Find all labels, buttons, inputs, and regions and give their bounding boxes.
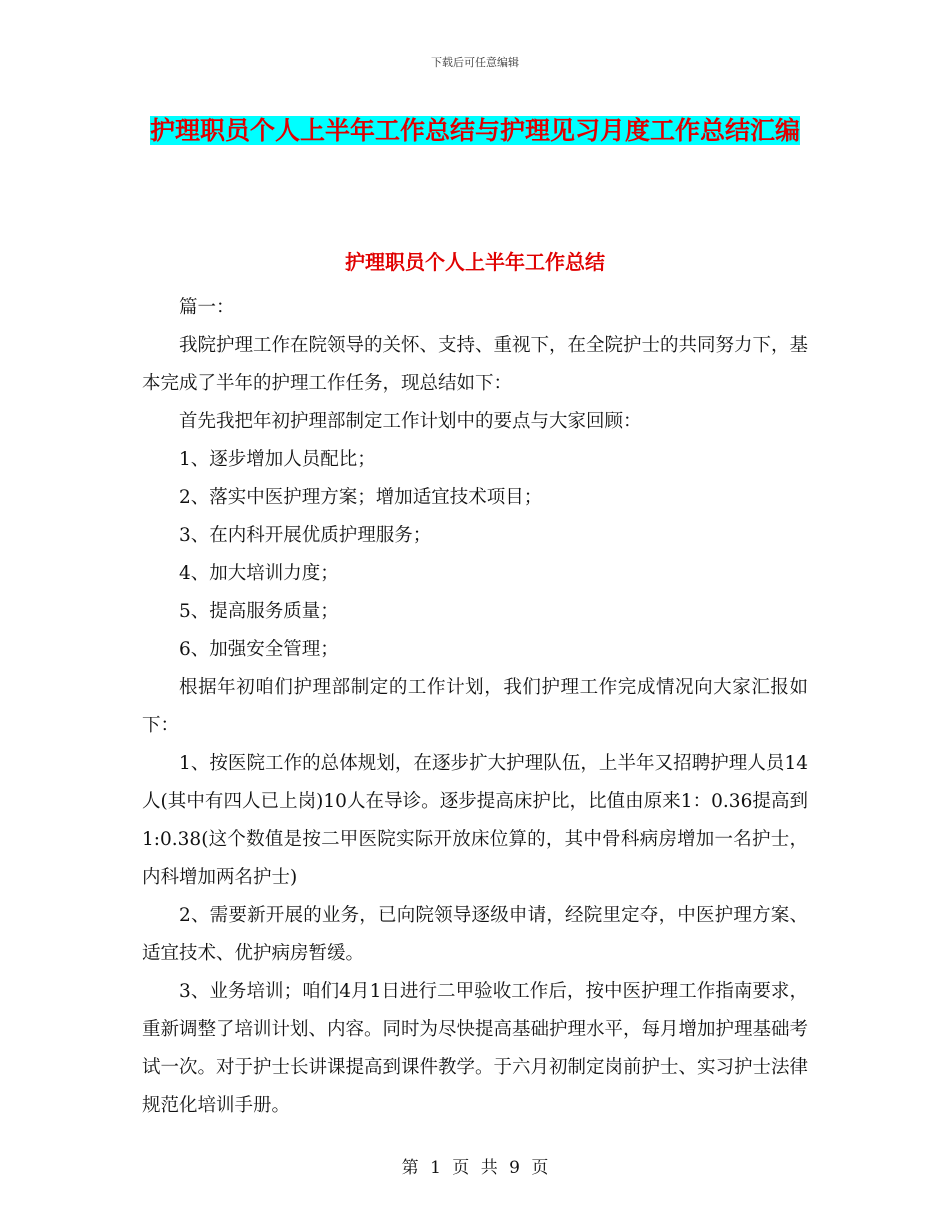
- list-item: 1、逐步增加人员配比；: [179, 449, 376, 470]
- paragraph: 篇一：: [179, 297, 235, 318]
- document-title-text: 护理职员个人上半年工作总结与护理见习月度工作总结汇编: [149, 116, 800, 145]
- list-item: 3、在内科开展优质护理服务；: [179, 525, 432, 546]
- paragraph: 我院护理工作在院领导的关怀、支持、重视下，在全院护士的共同努力下，基本完成了半年的护理工作任务，现总结如下：: [142, 335, 809, 394]
- list-item: 6、加强安全管理；: [179, 639, 339, 660]
- paragraph: 首先我把年初护理部制定工作计划中的要点与大家回顾：: [179, 411, 642, 432]
- list-item: 5、提高服务质量；: [179, 601, 339, 622]
- paragraph: 2、需要新开展的业务，已向院领导逐级申请，经院里定夺，中医护理方案、适宜技术、优护病房暂缓。: [142, 905, 808, 964]
- paragraph: 1、按医院工作的总体规划，在逐步扩大护理队伍，上半年又招聘护理人员14人(其中有四人已上岗)10人在导诊。逐步提高床护比，比值由原来1：0.36提高到1:0.38(这个数值是按二甲医院实际开放床位算的，其中骨科病房增加一名护士，内科增加两名护士): [142, 753, 808, 888]
- paragraph: 根据年初咱们护理部制定的工作计划，我们护理工作完成情况向大家汇报如下：: [142, 677, 808, 736]
- page-number: 第 1 页 共 9 页: [401, 1158, 549, 1178]
- list-item: 2、落实中医护理方案；增加适宜技术项目；: [179, 487, 543, 508]
- list-item: 4、加大培训力度；: [179, 563, 339, 584]
- document-body: [142, 289, 808, 1125]
- paragraph: 3、业务培训；咱们4月1日进行二甲验收工作后，按中医护理工作指南要求，重新调整了培训计划、内容。同时为尽快提高基础护理水平，每月增加护理基础考试一次。对于护士长讲课提高到课件教学。于六月初制定岗前护士、实习护士法律规范化培训手册。: [142, 981, 809, 1116]
- document-title: [120, 108, 830, 154]
- section-title: 护理职员个人上半年工作总结: [345, 250, 605, 274]
- header-note: 下载后可任意编辑: [431, 56, 519, 69]
